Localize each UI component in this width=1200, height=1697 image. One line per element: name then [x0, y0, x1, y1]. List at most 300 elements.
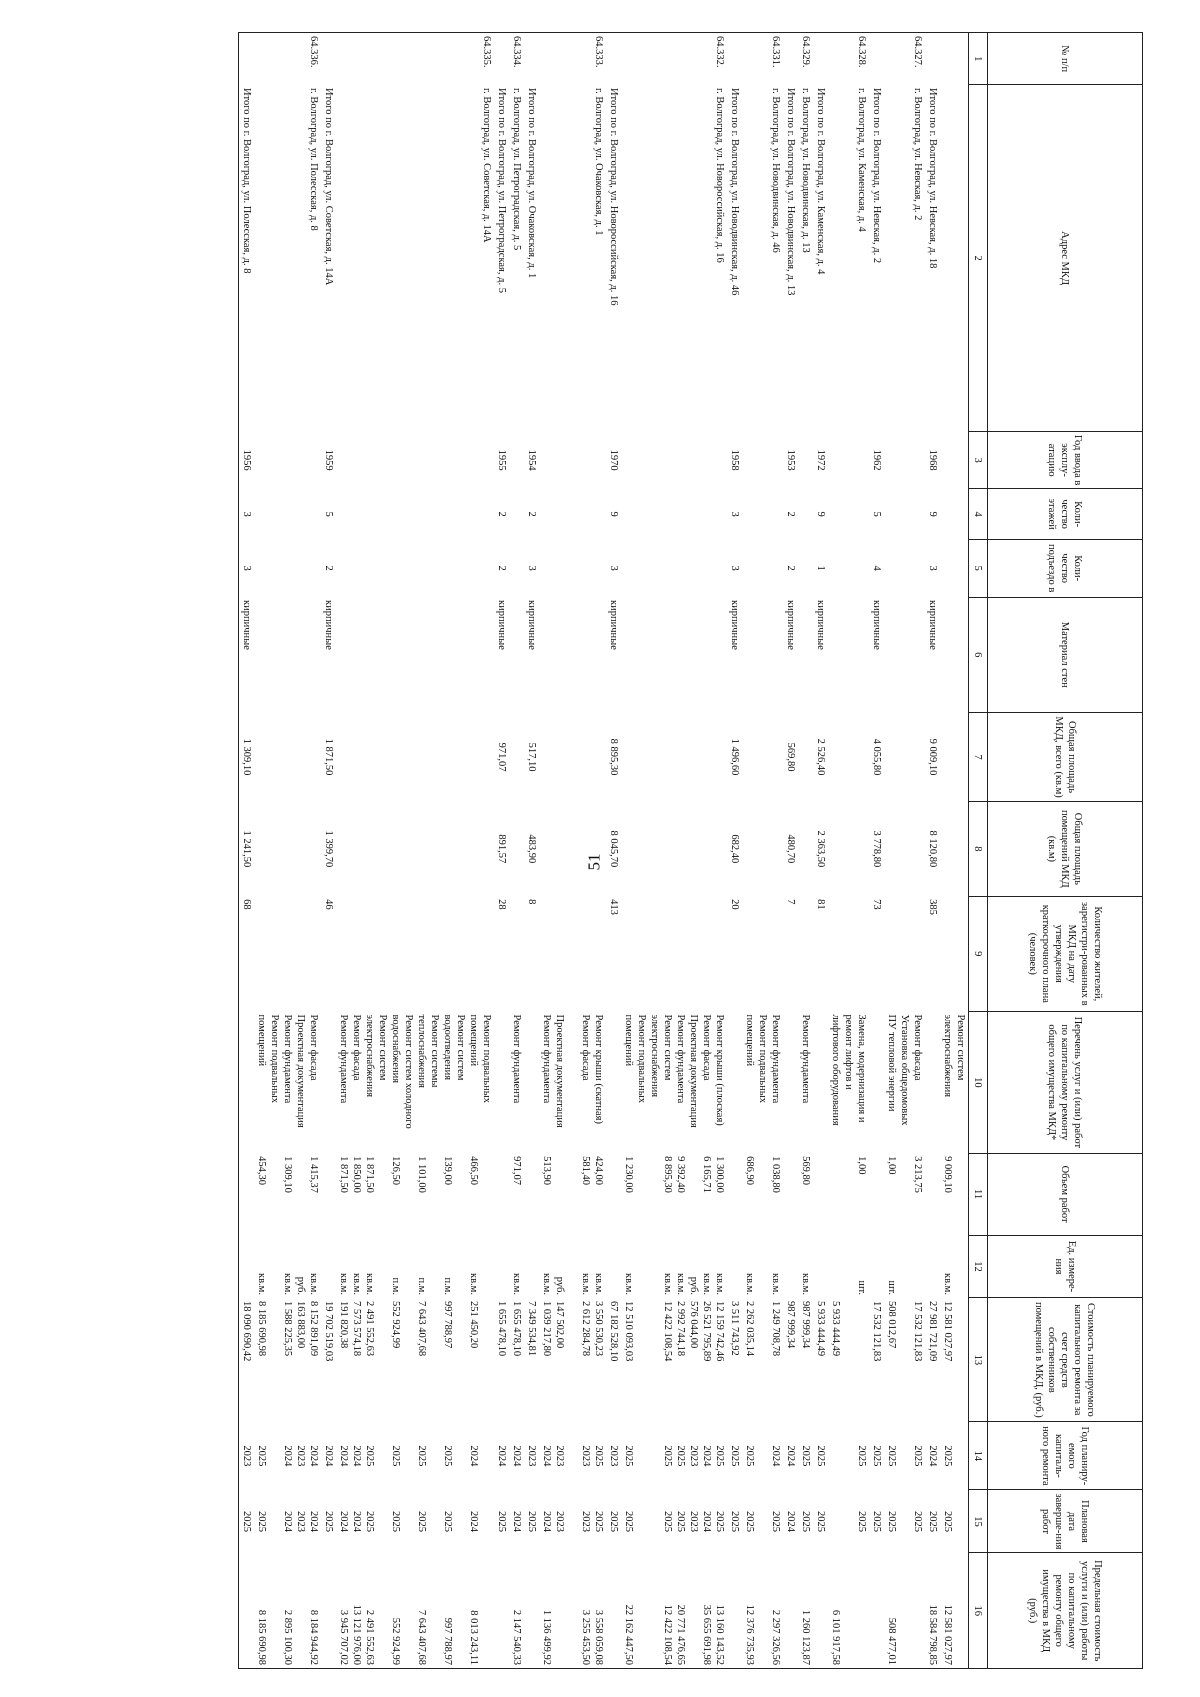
row-number — [869, 33, 884, 85]
max-cost-cell-line: 12 581 027,97 — [942, 1604, 953, 1665]
works-list-cell-line: Замена, модернизация и — [856, 1014, 867, 1123]
repair-year-cell-line: 2024 — [541, 1445, 552, 1467]
max-cost-cell-line: 6 101 917,58 — [830, 1609, 841, 1665]
entrances-cell: 1 — [815, 565, 826, 571]
max-cost-cell-line: 3 255 453,50 — [580, 1609, 591, 1665]
volume-cell-line: 1 309,10 — [282, 1156, 293, 1193]
cost-cell — [828, 1298, 869, 1422]
max-cost-cell — [539, 1553, 606, 1669]
row-number — [940, 33, 969, 85]
repair-year-cell — [783, 1422, 798, 1490]
cost-cell — [539, 1298, 606, 1422]
cost-cell — [783, 1298, 798, 1422]
works-list-cell-line: помещений — [256, 1014, 267, 1067]
row-number — [783, 33, 798, 85]
unit-cell-line: кв.м. — [770, 1272, 781, 1295]
works-list-cell — [539, 1012, 606, 1154]
completion-date-cell-line: 2024 — [308, 1510, 319, 1532]
repair-year-cell-line: 2024 — [701, 1445, 712, 1467]
repair-year-cell-line: 2024 — [323, 1445, 334, 1467]
cost-cell — [621, 1298, 727, 1422]
completion-date-cell — [621, 1490, 727, 1553]
column-number: 12 — [969, 1235, 988, 1298]
completion-date-cell-line: 2024 — [351, 1510, 362, 1532]
max-cost-cell — [336, 1553, 494, 1669]
header-cell: Общая площадь помещений МКД (кв.м) — [988, 802, 1143, 896]
completion-date-cell-line: 2023 — [688, 1510, 699, 1532]
row-number — [321, 33, 336, 85]
works-list-cell-line: Ремонт фасада — [912, 1014, 923, 1081]
column-number: 1 — [969, 33, 988, 85]
max-cost-cell-line — [898, 1556, 911, 1665]
column-number: 14 — [969, 1422, 988, 1490]
table-row — [884, 33, 925, 1669]
repair-year-cell-line: 2024 — [770, 1445, 781, 1467]
year-built-cell — [509, 431, 524, 489]
address-cell: Итого по г. Волгоград, ул. Петроградская, д. 5 — [496, 87, 507, 293]
address-cell: Итого по г. Волгоград, ул. Новодвинская, д. 46 — [729, 87, 740, 296]
header-cell: Плановая дата заверше-ния работ — [988, 1490, 1143, 1553]
cost-cell — [524, 1298, 539, 1422]
max-cost-cell — [239, 1553, 255, 1669]
floors-cell — [509, 489, 524, 539]
address-cell: г. Волгоград, ул. Полесская, д. 8 — [308, 87, 319, 231]
floors-cell: 3 — [729, 511, 740, 517]
completion-date-cell — [321, 1490, 336, 1553]
repair-year-cell-line: 2024 — [927, 1445, 938, 1467]
repair-year-cell-line: 2023 — [554, 1445, 565, 1467]
unit-cell — [798, 1235, 813, 1298]
repair-year-cell — [940, 1422, 969, 1490]
works-list-cell-line: водоотведения — [442, 1014, 453, 1081]
works-list-cell-line: электроснабжения — [364, 1014, 375, 1098]
total-area-cell — [884, 712, 925, 801]
completion-date-cell-line: 2025 — [886, 1510, 897, 1532]
max-cost-cell-line: 35 655 691,98 — [701, 1604, 712, 1665]
year-built-cell — [621, 431, 727, 489]
repair-year-cell-line: 2023 — [580, 1445, 591, 1467]
completion-date-cell — [742, 1490, 783, 1553]
volume-cell-line: 9 009,10 — [942, 1156, 953, 1193]
row-number — [606, 33, 621, 85]
premises-area-cell — [254, 802, 321, 896]
works-list-cell — [606, 1012, 621, 1154]
entrances-cell — [884, 539, 925, 597]
table-row — [727, 33, 742, 1669]
repair-year-cell — [539, 1422, 606, 1490]
works-list-cell — [254, 1012, 321, 1154]
completion-date-cell-line: 2025 — [871, 1510, 882, 1532]
cost-cell-line: 19 702 519,03 — [323, 1300, 334, 1362]
cost-cell — [925, 1298, 940, 1422]
entrances-cell — [621, 539, 727, 597]
volume-cell-line — [870, 1156, 883, 1232]
works-list-cell-line: Ремонт фундамента — [770, 1014, 781, 1104]
unit-cell — [742, 1235, 783, 1298]
max-cost-cell — [813, 1553, 828, 1669]
unit-cell-line — [525, 1238, 538, 1295]
works-list-cell-line: Ремонт фундамента — [800, 1014, 811, 1104]
unit-cell — [509, 1235, 524, 1298]
cost-cell-line: 997 788,97 — [442, 1300, 453, 1349]
volume-cell — [884, 1153, 925, 1235]
volume-cell-line — [842, 1156, 855, 1232]
completion-date-cell-line: 2025 — [416, 1510, 427, 1532]
row-number — [524, 33, 539, 85]
floors-cell: 9 — [927, 511, 938, 517]
premises-area-cell: 8 045,70 — [608, 830, 619, 868]
repair-year-cell-line — [454, 1425, 467, 1487]
volume-cell-line — [635, 1156, 648, 1232]
works-list-cell-line — [784, 1015, 797, 1151]
unit-cell-line — [322, 1238, 335, 1295]
cost-cell-line: 987 999,34 — [800, 1300, 811, 1349]
unit-cell-line: кв.м. — [308, 1272, 319, 1295]
volume-cell-line — [756, 1156, 769, 1232]
max-cost-cell — [798, 1553, 813, 1669]
repair-year-cell-line — [842, 1425, 855, 1487]
residents-cell — [798, 896, 813, 1011]
total-area-cell — [621, 712, 727, 801]
repair-year-cell-line: 2025 — [729, 1445, 740, 1467]
unit-cell — [524, 1235, 539, 1298]
entrances-cell: 3 — [608, 565, 619, 571]
volume-cell — [336, 1153, 494, 1235]
table-row — [539, 33, 606, 1669]
capital-repair-table — [238, 32, 1143, 1669]
completion-date-cell-line: 2025 — [608, 1510, 619, 1532]
repair-year-cell-line: 2023 — [241, 1445, 252, 1467]
cost-cell — [606, 1298, 621, 1422]
unit-cell-line: кв.м. — [942, 1272, 953, 1295]
premises-area-cell: 3 778,80 — [871, 830, 882, 868]
wall-material-cell — [336, 597, 494, 712]
entrances-cell: 4 — [871, 565, 882, 571]
premises-area-cell — [798, 802, 813, 896]
volume-cell-line — [428, 1156, 441, 1232]
repair-year-cell — [742, 1422, 783, 1490]
unit-cell-line: кв.м. — [256, 1272, 267, 1295]
table-row — [321, 33, 336, 1669]
total-area-cell — [940, 712, 969, 801]
address-cell: Итого по г. Волгоград, ул. Каменская, д. 4 — [815, 87, 826, 275]
table-row — [524, 33, 539, 1669]
residents-cell — [621, 896, 727, 1011]
completion-date-cell — [940, 1490, 969, 1553]
max-cost-cell-line: 1 136 499,92 — [541, 1609, 552, 1665]
completion-date-cell — [239, 1490, 255, 1553]
works-list-cell-line: Установка общедомовых — [899, 1014, 910, 1126]
premises-area-cell — [940, 802, 969, 896]
completion-date-cell-line: 2025 — [927, 1510, 938, 1532]
entrances-cell — [336, 539, 494, 597]
unit-cell-line: кв.м. — [468, 1272, 479, 1295]
max-cost-cell-line: 18 584 798,85 — [927, 1604, 938, 1665]
row-number: 64.328. — [828, 33, 869, 85]
address-cell: Итого по г. Волгоград, ул. Новодвинская, д. 13 — [785, 87, 796, 296]
floors-cell: 9 — [608, 511, 619, 517]
works-list-cell-line: Ремонт фасада — [580, 1014, 591, 1081]
entrances-cell: 3 — [526, 565, 537, 571]
volume-cell — [254, 1153, 321, 1235]
table-row — [828, 33, 869, 1669]
completion-date-cell — [925, 1490, 940, 1553]
table-row — [869, 33, 884, 1669]
volume-cell-line — [687, 1156, 700, 1232]
max-cost-cell — [254, 1553, 321, 1669]
address-cell: Итого по г. Волгоград, ул. Советская, д. 14А — [323, 87, 334, 286]
volume-cell-line — [454, 1156, 467, 1232]
cost-cell-line — [566, 1301, 579, 1419]
volume-cell-line: 569,80 — [800, 1156, 811, 1186]
completion-date-cell-line: 2023 — [295, 1510, 306, 1532]
entrances-cell — [742, 539, 783, 597]
works-list-cell-line: теплоснабжения — [416, 1014, 427, 1088]
cost-cell-line: 7 349 534,81 — [526, 1300, 537, 1357]
completion-date-cell-line: 2025 — [770, 1510, 781, 1532]
table-row — [813, 33, 828, 1669]
max-cost-cell — [884, 1553, 925, 1669]
year-built-cell — [798, 431, 813, 489]
works-list-cell-line: помещений — [468, 1014, 479, 1067]
unit-cell-line: кв.м. — [580, 1272, 591, 1295]
entrances-cell — [828, 539, 869, 597]
works-list-cell-line: электроснабжения — [649, 1014, 660, 1098]
repair-year-cell-line — [829, 1425, 842, 1487]
entrances-cell — [798, 539, 813, 597]
volume-cell-line — [954, 1156, 967, 1232]
completion-date-cell-line: 2025 — [623, 1510, 634, 1532]
total-area-cell: 1 496,60 — [729, 738, 740, 776]
address-cell: г. Волгоград, ул. Новодвинская, д. 13 — [800, 87, 811, 253]
works-list-cell — [828, 1012, 869, 1154]
premises-area-cell: 1 241,50 — [239, 802, 255, 896]
cost-cell-line: 7 643 407,68 — [416, 1300, 427, 1357]
total-area-cell — [539, 712, 606, 801]
cost-cell-line — [898, 1301, 911, 1419]
unit-cell — [884, 1235, 925, 1298]
max-cost-cell — [524, 1553, 539, 1669]
total-area-cell — [742, 712, 783, 801]
max-cost-cell-line — [870, 1556, 883, 1665]
works-list-cell-line: Ремонт фундамента — [511, 1014, 522, 1104]
completion-date-cell — [727, 1490, 742, 1553]
repair-year-cell-line: 2023 — [526, 1445, 537, 1467]
repair-year-cell-line: 2025 — [256, 1445, 267, 1467]
unit-cell-line — [842, 1238, 855, 1295]
works-list-cell-line — [607, 1015, 620, 1151]
completion-date-cell-line: 2025 — [390, 1510, 401, 1532]
repair-year-cell-line: 2025 — [815, 1445, 826, 1467]
cost-cell — [884, 1298, 925, 1422]
works-list-cell-line: Ремонт крыши (плоская) — [714, 1014, 725, 1126]
volume-cell — [239, 1153, 255, 1235]
column-number: 9 — [969, 896, 988, 1011]
volume-cell-line: 513,90 — [541, 1156, 552, 1186]
completion-date-cell-line: 2025 — [364, 1510, 375, 1532]
repair-year-cell — [239, 1422, 255, 1490]
column-number: 16 — [969, 1553, 988, 1669]
cost-cell-line — [842, 1301, 855, 1419]
total-area-cell: 2 526,40 — [815, 738, 826, 776]
volume-cell-line: 1 101,00 — [416, 1156, 427, 1193]
completion-date-cell — [509, 1490, 524, 1553]
cost-cell-line: 1 655 478,10 — [511, 1300, 522, 1357]
header-cell: Количество жителей, зарегистри-рованных в МКД на дату утверждения краткосрочного плана (человек) — [988, 896, 1143, 1011]
unit-cell-line — [635, 1238, 648, 1295]
max-cost-cell-line — [480, 1556, 493, 1665]
works-list-cell — [869, 1012, 884, 1154]
repair-year-cell — [813, 1422, 828, 1490]
volume-cell-line: 581,40 — [580, 1156, 591, 1186]
works-list-cell-line — [728, 1015, 741, 1151]
floors-cell — [828, 489, 869, 539]
cost-cell-line — [648, 1301, 661, 1419]
unit-cell-line: шт. — [856, 1280, 867, 1295]
repair-year-cell-line — [566, 1425, 579, 1487]
volume-cell-line: 1 300,00 — [714, 1156, 725, 1193]
repair-year-cell-line: 2025 — [623, 1445, 634, 1467]
works-list-cell-line: Ремонт фундамента — [282, 1014, 293, 1104]
max-cost-cell-line — [294, 1556, 307, 1665]
max-cost-cell-line: 3 945 707,02 — [338, 1609, 349, 1665]
repair-year-cell-line: 2025 — [856, 1445, 867, 1467]
column-number: 4 — [969, 489, 988, 539]
max-cost-cell — [742, 1553, 783, 1669]
works-list-cell — [727, 1012, 742, 1154]
year-built-cell — [742, 431, 783, 489]
cost-cell-line — [480, 1301, 493, 1419]
row-number: 64.331. — [742, 33, 783, 85]
works-list-cell-line: Проектная документация — [554, 1014, 565, 1128]
repair-year-cell — [606, 1422, 621, 1490]
header-cell: Коли-чество подъездо в — [988, 539, 1143, 597]
completion-date-cell-line — [648, 1493, 661, 1550]
max-cost-cell-line — [784, 1556, 797, 1665]
repair-year-cell-line: 2025 — [593, 1445, 604, 1467]
completion-date-cell-line: 2024 — [701, 1510, 712, 1532]
completion-date-cell-line — [756, 1493, 769, 1550]
works-list-cell-line: Ремонт фундамента — [338, 1014, 349, 1104]
max-cost-cell-line — [322, 1556, 335, 1665]
floors-cell — [539, 489, 606, 539]
year-built-cell: 1954 — [526, 449, 537, 471]
volume-cell-line: 1 415,37 — [308, 1156, 319, 1193]
works-list-cell-line — [926, 1015, 939, 1151]
entrances-cell: 3 — [239, 539, 255, 597]
works-list-cell — [925, 1012, 940, 1154]
column-number: 8 — [969, 802, 988, 896]
header-cell: Год ввода в эксплу-атацию — [988, 431, 1143, 489]
volume-cell-line: 9 392,40 — [675, 1156, 686, 1193]
completion-date-cell — [884, 1490, 925, 1553]
residents-cell: 81 — [815, 899, 826, 910]
works-list-cell-line — [322, 1015, 335, 1151]
repair-year-cell-line — [954, 1425, 967, 1487]
unit-cell-line — [402, 1238, 415, 1295]
repair-year-cell-line: 2025 — [912, 1445, 923, 1467]
works-list-cell-line: Проектная документация — [688, 1014, 699, 1128]
works-list-cell-line: Ремонт системы — [429, 1014, 440, 1088]
cost-cell-line — [402, 1301, 415, 1419]
unit-cell — [336, 1235, 494, 1298]
premises-area-cell — [336, 802, 494, 896]
volume-cell — [606, 1153, 621, 1235]
completion-date-cell-line — [376, 1493, 389, 1550]
max-cost-cell-line: 2 491 552,63 — [364, 1609, 375, 1665]
volume-cell — [494, 1153, 509, 1235]
volume-cell-line: 126,50 — [390, 1156, 401, 1186]
works-list-cell-line: водоснабжения — [390, 1014, 401, 1084]
cost-cell-line: 1 249 708,78 — [770, 1300, 781, 1357]
completion-date-cell-line: 2025 — [675, 1510, 686, 1532]
volume-cell-line: 454,30 — [256, 1156, 267, 1186]
completion-date-cell-line — [635, 1493, 648, 1550]
works-list-cell-line: ремонт лифтов и — [843, 1014, 854, 1090]
volume-cell-line — [268, 1156, 281, 1232]
max-cost-cell-line: 552 924,99 — [390, 1617, 401, 1665]
wall-material-cell: кирпичные — [526, 600, 537, 650]
completion-date-cell — [336, 1490, 494, 1553]
repair-year-cell-line: 2025 — [886, 1445, 897, 1467]
max-cost-cell-line: 2 895 100,30 — [282, 1609, 293, 1665]
floors-cell — [254, 489, 321, 539]
completion-date-cell-line: 2024 — [785, 1510, 796, 1532]
total-area-cell — [254, 712, 321, 801]
cost-cell-line: 3 511 743,92 — [729, 1300, 740, 1356]
column-number: 7 — [969, 712, 988, 801]
cost-cell-line: 552 924,99 — [390, 1300, 401, 1349]
max-cost-cell-line: 3 558 059,08 — [593, 1609, 604, 1665]
row-number: 64.327. — [884, 33, 925, 85]
volume-cell-line — [553, 1156, 566, 1232]
unit-cell-line — [607, 1238, 620, 1295]
volume-cell-line: 8 895,30 — [662, 1156, 673, 1193]
works-list-cell-line: Ремонт крыши (скатная) — [593, 1014, 604, 1125]
page-number: 51 — [584, 853, 604, 871]
premises-area-cell: 682,40 — [729, 834, 740, 864]
max-cost-cell-line — [687, 1556, 700, 1665]
year-built-cell: 1959 — [323, 449, 334, 471]
completion-date-cell — [828, 1490, 869, 1553]
works-list-cell — [524, 1012, 539, 1154]
works-list-cell-line: Ремонт систем — [455, 1014, 466, 1081]
max-cost-cell — [783, 1553, 798, 1669]
max-cost-cell-line: 7 643 407,68 — [416, 1609, 427, 1665]
works-list-cell — [336, 1012, 494, 1154]
unit-cell-line: кв.м. — [800, 1272, 811, 1295]
total-area-cell: 1 871,50 — [323, 738, 334, 776]
works-list-cell-line: Ремонт подвальных — [636, 1014, 647, 1104]
works-list-cell-line: Ремонт систем — [662, 1014, 673, 1081]
cost-cell-line: 67 182 528,10 — [608, 1300, 619, 1362]
residents-cell: 68 — [239, 896, 255, 1011]
wall-material-cell — [828, 597, 869, 712]
unit-cell-line: шт. — [886, 1280, 897, 1295]
column-number: 2 — [969, 85, 988, 431]
works-list-cell-line: лифтового оборудования — [830, 1014, 841, 1126]
premises-area-cell: 8 120,80 — [927, 830, 938, 868]
unit-cell-line: кв.м. — [701, 1272, 712, 1295]
premises-area-cell — [621, 802, 727, 896]
max-cost-cell-line — [814, 1556, 827, 1665]
header-cell: Объем работ — [988, 1153, 1143, 1235]
volume-cell-line: 686,90 — [744, 1156, 755, 1186]
unit-cell-line: кв.м. — [338, 1272, 349, 1295]
completion-date-cell-line — [842, 1493, 855, 1550]
residents-cell: 8 — [526, 899, 537, 905]
repair-year-cell-line: 2024 — [282, 1445, 293, 1467]
